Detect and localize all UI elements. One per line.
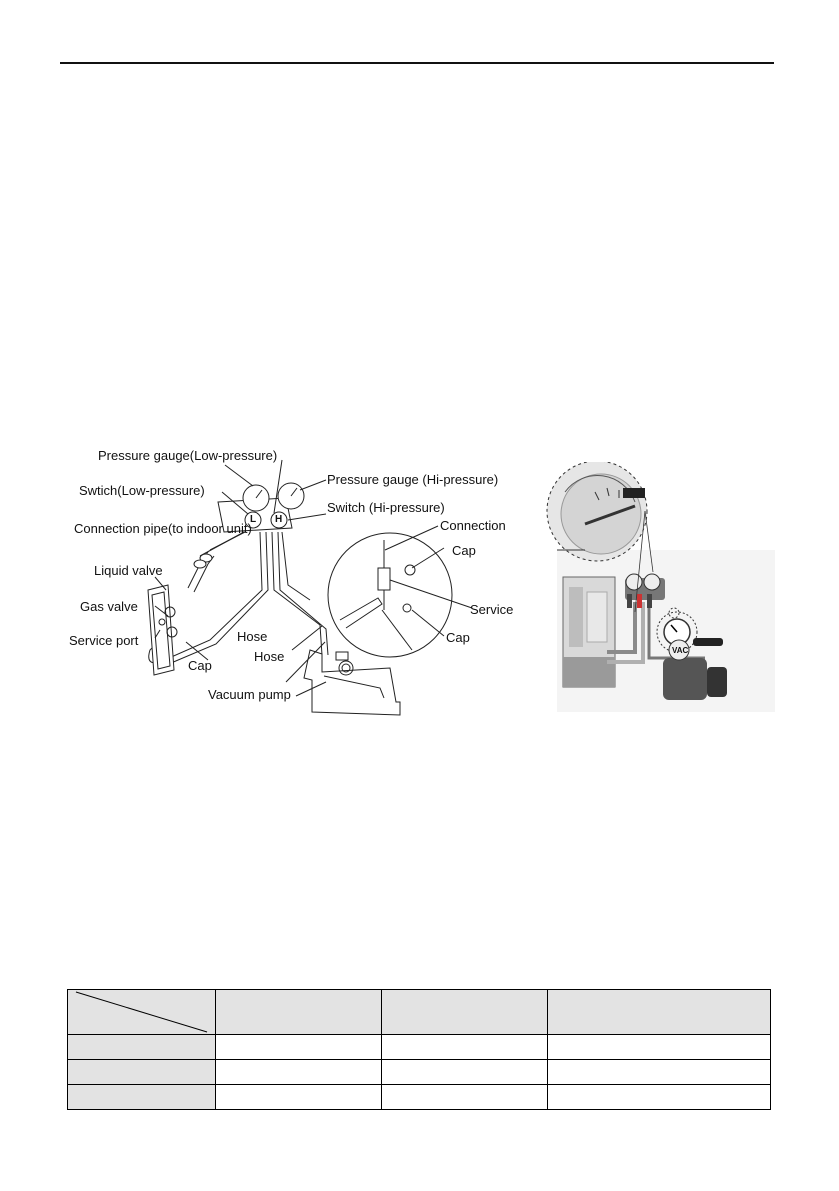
table-row-header [68, 1035, 216, 1060]
table-cell [216, 1085, 382, 1110]
gauge-low-letter: L [250, 514, 257, 525]
vacuum-connection-diagram [60, 440, 530, 740]
label-connection: Connection [440, 518, 506, 533]
vacuum-pump-photo [545, 462, 775, 712]
table-cell [382, 1085, 548, 1110]
label-liquid-valve: Liquid valve [94, 563, 163, 578]
label-switch-hi: Switch (Hi-pressure) [327, 500, 445, 515]
table-cell [216, 1035, 382, 1060]
label-hose-2: Hose [254, 649, 285, 664]
label-connection-pipe: Connection pipe(to indoor unit) [74, 521, 252, 536]
label-pressure-gauge-low: Pressure gauge(Low-pressure) [98, 448, 278, 463]
table-header-row [68, 990, 771, 1035]
corner-diagonal [68, 990, 215, 1034]
table-cell [548, 1060, 771, 1085]
label-cap-bottom: Cap [446, 630, 470, 645]
label-cap-valve: Cap [188, 658, 212, 673]
label-hose-1: Hose [237, 629, 268, 644]
table-corner-cell [68, 990, 216, 1035]
label-service-port: Service port [69, 633, 139, 648]
label-gas-valve: Gas valve [80, 599, 138, 614]
table-cell [548, 1085, 771, 1110]
header-rule [60, 62, 774, 64]
label-cap-top: Cap [452, 543, 476, 558]
table-col-header [548, 990, 771, 1035]
table-row-header [68, 1060, 216, 1085]
table-row [68, 1085, 771, 1110]
vac-label: VAC [672, 646, 689, 655]
spec-table [67, 989, 771, 1110]
table-row-header [68, 1085, 216, 1110]
label-pressure-gauge-hi: Pressure gauge (Hi-pressure) [327, 472, 499, 487]
table-col-header [216, 990, 382, 1035]
table-cell [382, 1035, 548, 1060]
photo-illustration [545, 462, 775, 712]
table-col-header [382, 990, 548, 1035]
table-cell [382, 1060, 548, 1085]
table-cell [548, 1035, 771, 1060]
table-row [68, 1035, 771, 1060]
label-switch-low: Swtich(Low-pressure) [79, 483, 205, 498]
table-cell [216, 1060, 382, 1085]
label-service: Service [470, 602, 514, 617]
label-vacuum-pump: Vacuum pump [208, 687, 291, 702]
table-row [68, 1060, 771, 1085]
gauge-hi-letter: H [275, 514, 283, 525]
